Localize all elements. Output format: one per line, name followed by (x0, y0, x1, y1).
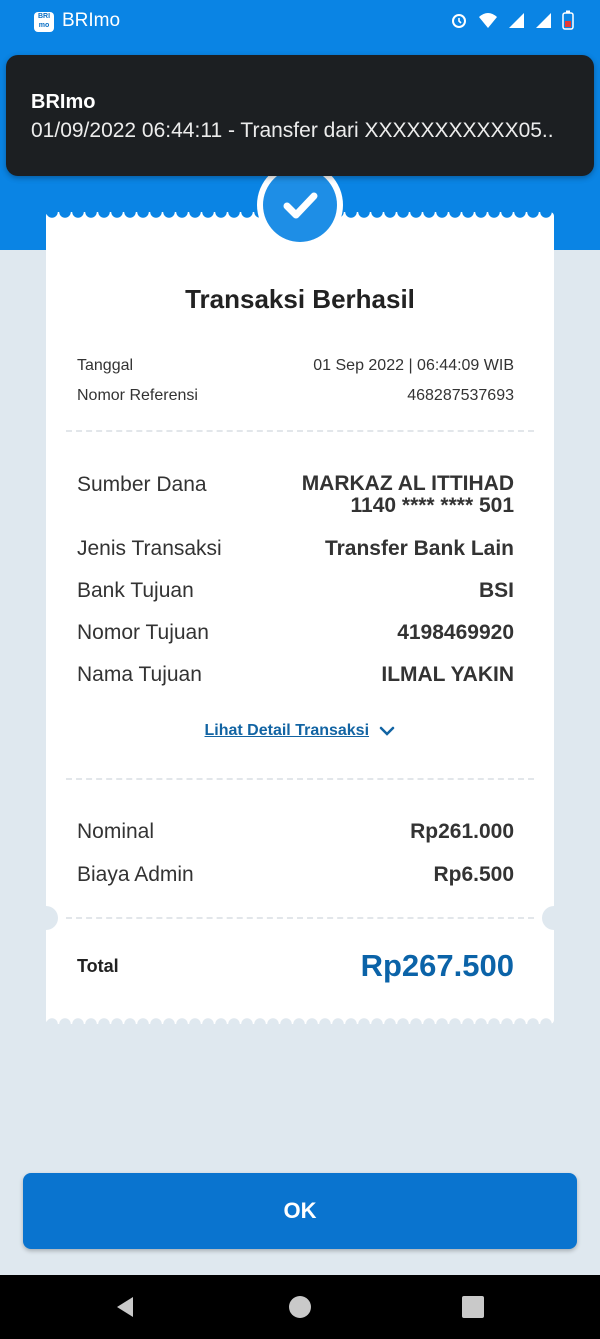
meta-label: Nomor Referensi (77, 387, 198, 404)
amount-row-nominal (77, 820, 514, 844)
detail-row-bank (77, 579, 514, 603)
notification-banner[interactable] (6, 55, 594, 176)
detail-value: 4198469920 (397, 621, 514, 644)
detail-row-account-number (77, 621, 514, 645)
detail-row-source (77, 473, 514, 517)
signal-icon (535, 12, 552, 29)
detail-row-recipient-name (77, 663, 514, 687)
home-icon[interactable] (288, 1295, 312, 1319)
app-icon: BRI mo (34, 12, 54, 32)
amount-label: Biaya Admin (77, 863, 194, 886)
amount-value: Rp6.500 (433, 863, 514, 886)
chevron-down-icon (379, 725, 395, 737)
detail-label: Jenis Transaksi (77, 537, 222, 560)
receipt-notch (34, 906, 58, 930)
view-detail-link[interactable] (46, 722, 554, 740)
detail-value (302, 473, 514, 517)
receipt-edge-bottom (46, 1014, 554, 1024)
source-name: MARKAZ AL ITTIHAD (301, 472, 514, 495)
amount-value: Rp261.000 (410, 820, 514, 843)
success-circle (263, 168, 337, 242)
detail-value: Transfer Bank Lain (324, 537, 514, 560)
notification-body: 01/09/2022 06:44:11 - Transfer dari XXXXXXXXXXX05.. (31, 119, 554, 142)
detail-row-type (77, 537, 514, 561)
ok-button[interactable]: OK (23, 1173, 577, 1249)
signal-icon (508, 12, 525, 29)
view-detail-label: Lihat Detail Transaksi (204, 722, 370, 739)
back-icon[interactable] (113, 1295, 137, 1319)
meta-label: Tanggal (77, 357, 134, 374)
check-icon (263, 168, 337, 242)
detail-label: Bank Tujuan (77, 579, 194, 602)
alarm-icon (450, 11, 468, 29)
status-bar (0, 0, 600, 44)
divider (66, 917, 534, 919)
detail-label: Nomor Tujuan (77, 621, 209, 644)
divider (66, 778, 534, 780)
recents-icon[interactable] (461, 1295, 485, 1319)
detail-label: Nama Tujuan (77, 663, 202, 686)
detail-value: ILMAL YAKIN (381, 663, 514, 686)
navigation-bar (0, 1275, 600, 1339)
receipt-title: Transaksi Berhasil (185, 284, 415, 314)
amount-row-admin-fee (77, 863, 514, 887)
amount-label: Nominal (77, 820, 155, 843)
receipt-card (46, 212, 554, 1024)
status-app-name: BRImo (62, 10, 121, 31)
total-label: Total (77, 956, 119, 976)
source-account: 1140 **** **** 501 (350, 494, 514, 517)
meta-value: 01 Sep 2022 | 06:44:09 WIB (313, 357, 514, 374)
notification-title: BRImo (31, 91, 96, 113)
meta-row-reference (77, 387, 514, 405)
detail-value: BSI (478, 579, 514, 602)
meta-row-date (77, 357, 514, 375)
wifi-icon (478, 11, 498, 29)
receipt-notch (542, 906, 566, 930)
total-value: Rp267.500 (360, 948, 514, 983)
battery-icon (562, 10, 574, 30)
status-icons (450, 10, 574, 30)
divider (66, 430, 534, 432)
detail-label: Sumber Dana (77, 473, 207, 496)
meta-value: 468287537693 (407, 387, 514, 404)
